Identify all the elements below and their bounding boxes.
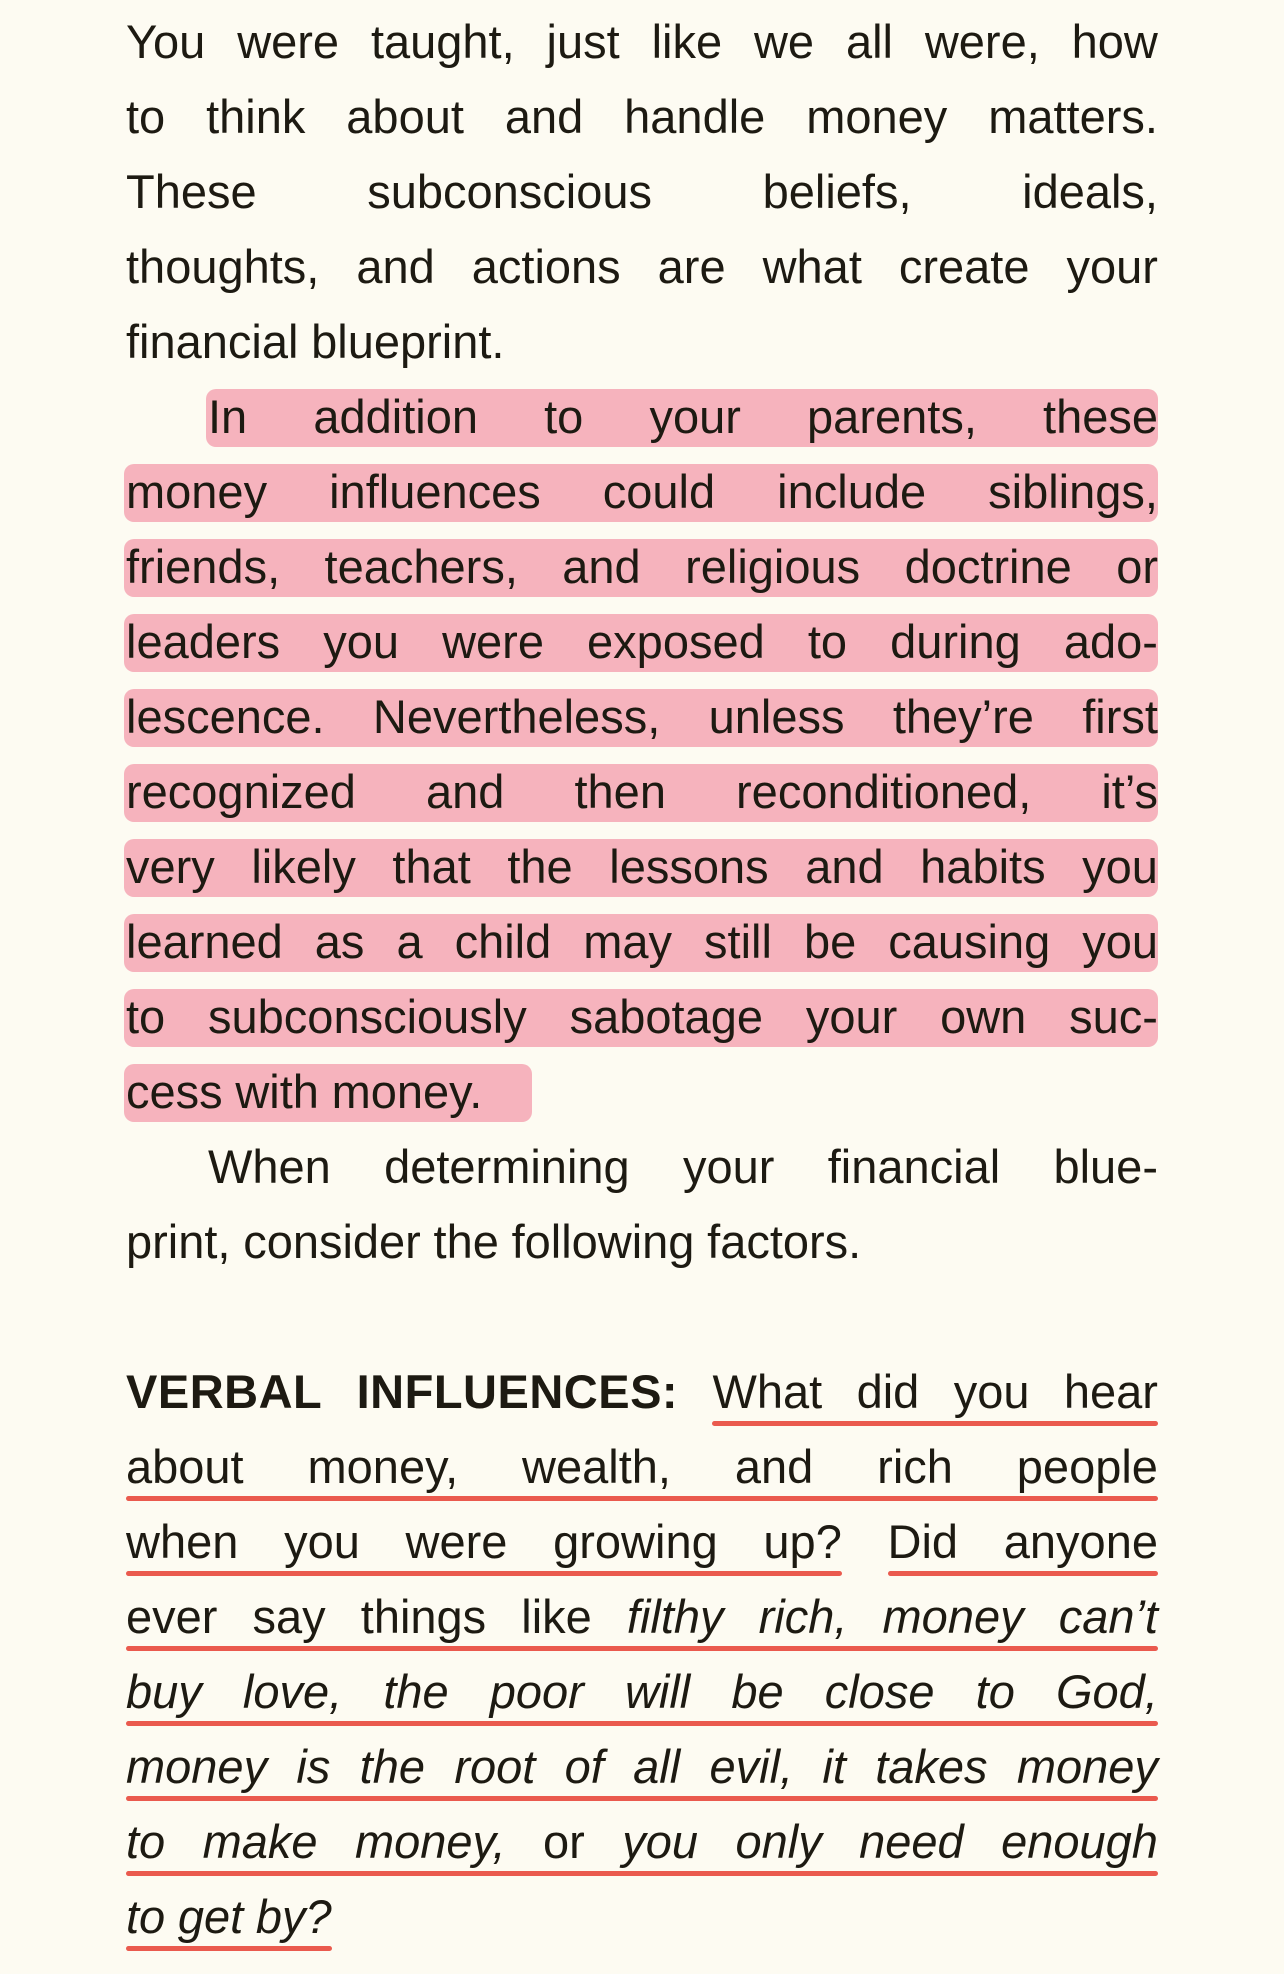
word: to <box>126 90 166 143</box>
word: hear <box>1063 1365 1158 1418</box>
word: will <box>624 1665 691 1718</box>
text-line <box>126 4 1158 79</box>
text-line <box>126 304 1158 379</box>
word: could <box>602 465 716 518</box>
word: and <box>504 90 584 143</box>
word: lessons <box>609 840 769 893</box>
word: and <box>562 540 641 593</box>
word: unless <box>708 690 845 743</box>
text-line <box>126 1729 1158 1804</box>
word: still <box>704 915 772 968</box>
word: money <box>806 90 948 143</box>
text-line <box>126 154 1158 229</box>
word: the <box>383 1665 449 1718</box>
word: the <box>359 1740 425 1793</box>
word: rich, <box>758 1590 848 1643</box>
word: they’re <box>892 690 1034 743</box>
word: own <box>940 990 1027 1043</box>
text-line <box>126 979 1158 1054</box>
word: or <box>1116 540 1158 593</box>
word: friends, <box>126 540 281 593</box>
word: wealth, <box>522 1440 671 1493</box>
word: very <box>126 840 215 893</box>
word: get <box>177 1890 244 1943</box>
word: to <box>126 1815 166 1868</box>
word: when <box>126 1515 239 1568</box>
underline-annotation[interactable] <box>126 1946 332 1951</box>
word: we <box>753 15 815 68</box>
word: just <box>546 15 620 68</box>
word: were <box>237 15 340 68</box>
word: did <box>856 1365 920 1418</box>
text-line <box>126 829 1158 904</box>
text-line <box>126 79 1158 154</box>
text-line <box>126 754 1158 829</box>
word: to <box>975 1665 1015 1718</box>
word: factors. <box>707 1215 862 1268</box>
text-line <box>126 529 1158 604</box>
text-line <box>126 1054 1158 1129</box>
word: enough <box>1001 1815 1158 1868</box>
text-line <box>126 1879 1158 1954</box>
word: a <box>396 915 423 968</box>
word: people <box>1016 1440 1158 1493</box>
word: determining <box>384 1140 630 1193</box>
word: things <box>360 1590 487 1643</box>
word: were <box>442 615 544 668</box>
word: taught, <box>370 15 515 68</box>
word: leaders <box>126 615 281 668</box>
underline-annotation[interactable] <box>126 1646 1158 1651</box>
text-line <box>126 1804 1158 1879</box>
word: influences <box>329 465 541 518</box>
word: the <box>507 840 573 893</box>
word: cess <box>126 1065 223 1118</box>
word: like <box>521 1590 592 1643</box>
word: VERBAL <box>126 1365 323 1418</box>
word: following <box>511 1215 695 1268</box>
underline-annotation[interactable] <box>126 1721 1158 1726</box>
word: ever <box>126 1590 218 1643</box>
word: your <box>805 990 898 1043</box>
word: were <box>405 1515 508 1568</box>
word: blueprint. <box>311 315 505 368</box>
word: sabotage <box>569 990 763 1043</box>
word: how <box>1071 15 1158 68</box>
word: subconsciously <box>208 990 527 1043</box>
text-line <box>126 1429 1158 1504</box>
text-line <box>126 679 1158 754</box>
word: learned <box>126 915 283 968</box>
word: it <box>822 1740 846 1793</box>
word: all <box>633 1740 681 1793</box>
word: then <box>574 765 666 818</box>
word: you <box>953 1365 1030 1418</box>
word: about <box>346 90 464 143</box>
word: money <box>1016 1740 1158 1793</box>
underline-annotation[interactable] <box>126 1571 842 1576</box>
word: create <box>898 240 1030 293</box>
word: it’s <box>1101 765 1158 818</box>
word: to <box>807 615 848 668</box>
word: or <box>543 1815 585 1868</box>
word: can’t <box>1058 1590 1158 1643</box>
word: and <box>356 240 435 293</box>
word: These <box>126 165 257 218</box>
word: of <box>564 1740 604 1793</box>
word: growing <box>553 1515 718 1568</box>
word: to <box>126 990 166 1043</box>
word: likely <box>251 840 356 893</box>
word: doctrine <box>904 540 1072 593</box>
word: may <box>583 915 673 968</box>
word: money <box>126 465 268 518</box>
word: your <box>1066 240 1158 293</box>
word: that <box>392 840 471 893</box>
word: buy <box>126 1665 202 1718</box>
word: subconscious <box>367 165 653 218</box>
word: You <box>126 15 206 68</box>
word: as <box>314 915 365 968</box>
word: INFLUENCES: <box>356 1365 679 1418</box>
text-line <box>126 229 1158 304</box>
text-line <box>126 904 1158 979</box>
word: were, <box>924 15 1040 68</box>
text-line <box>126 604 1158 679</box>
word: money, <box>354 1815 506 1868</box>
text-line <box>126 1579 1158 1654</box>
text-line <box>208 1129 1158 1204</box>
word: you <box>1082 840 1158 893</box>
word: actions <box>471 240 621 293</box>
underline-annotation[interactable] <box>126 1796 1158 1801</box>
word: and <box>805 840 884 893</box>
word: What <box>712 1365 823 1418</box>
word: ado- <box>1063 615 1158 668</box>
word: consider <box>243 1215 421 1268</box>
word: Nevertheless, <box>372 690 661 743</box>
word: your <box>682 1140 775 1193</box>
underline-annotation[interactable] <box>712 1421 1157 1426</box>
word: financial <box>126 315 299 368</box>
underline-annotation[interactable] <box>126 1871 1158 1876</box>
word: religious <box>685 540 861 593</box>
word: be <box>731 1665 784 1718</box>
word: causing <box>888 915 1051 968</box>
word: matters. <box>988 90 1158 143</box>
word: rich <box>877 1440 953 1493</box>
text-line <box>126 1504 1158 1579</box>
word: child <box>454 915 552 968</box>
word: When <box>208 1140 331 1193</box>
word: anyone <box>1003 1515 1158 1568</box>
word: during <box>890 615 1021 668</box>
word: love, <box>242 1665 343 1718</box>
word: exposed <box>587 615 765 668</box>
text-line <box>126 454 1158 529</box>
word: blue- <box>1053 1140 1158 1193</box>
word: money. <box>331 1065 483 1118</box>
word: up? <box>763 1515 842 1568</box>
text-line <box>126 1354 1158 1429</box>
text-line <box>208 379 1158 454</box>
word: these <box>1043 390 1158 443</box>
word: say <box>252 1590 326 1643</box>
word: money <box>882 1590 1024 1643</box>
word: beliefs, <box>762 165 912 218</box>
word: first <box>1082 690 1158 743</box>
word: what <box>762 240 862 293</box>
word: God, <box>1055 1665 1158 1718</box>
word: print, <box>126 1215 231 1268</box>
word: evil, <box>709 1740 794 1793</box>
word: filthy <box>626 1590 724 1643</box>
word: close <box>824 1665 935 1718</box>
word: with <box>235 1065 319 1118</box>
word: recognized <box>126 765 356 818</box>
word: siblings, <box>988 465 1158 518</box>
word: is <box>296 1740 331 1793</box>
word: you <box>284 1515 360 1568</box>
text-line <box>126 1204 1158 1279</box>
word: lescence. <box>126 690 325 743</box>
word: takes <box>875 1740 988 1793</box>
word: you <box>323 615 400 668</box>
word: make <box>202 1815 318 1868</box>
word: need <box>859 1815 964 1868</box>
word: habits <box>920 840 1046 893</box>
word: poor <box>489 1665 584 1718</box>
word: parents, <box>807 390 977 443</box>
word: money <box>126 1740 268 1793</box>
word: handle <box>624 90 766 143</box>
word: Did <box>887 1515 959 1568</box>
text-line <box>126 1654 1158 1729</box>
word: you <box>622 1815 699 1868</box>
word: In <box>208 390 248 443</box>
word: root <box>454 1740 536 1793</box>
underline-annotation[interactable] <box>888 1571 1158 1576</box>
word: only <box>735 1815 822 1868</box>
word: ideals, <box>1022 165 1158 218</box>
word: include <box>777 465 927 518</box>
word: and <box>426 765 505 818</box>
word: to <box>544 390 584 443</box>
word: your <box>649 390 741 443</box>
word: think <box>206 90 306 143</box>
word: suc- <box>1069 990 1158 1043</box>
word: teachers, <box>324 540 518 593</box>
word: the <box>433 1215 499 1268</box>
underline-annotation[interactable] <box>126 1496 1158 1501</box>
word: are <box>657 240 726 293</box>
word: addition <box>313 390 478 443</box>
word: about <box>126 1440 244 1493</box>
word: to <box>126 1890 166 1943</box>
word: and <box>734 1440 814 1493</box>
word: thoughts, <box>126 240 320 293</box>
word: money, <box>307 1440 459 1493</box>
word: like <box>651 15 723 68</box>
word: by? <box>255 1890 332 1943</box>
word: you <box>1082 915 1158 968</box>
word: be <box>803 915 857 968</box>
word: all <box>845 15 893 68</box>
word: financial <box>827 1140 1001 1193</box>
word: reconditioned, <box>736 765 1032 818</box>
